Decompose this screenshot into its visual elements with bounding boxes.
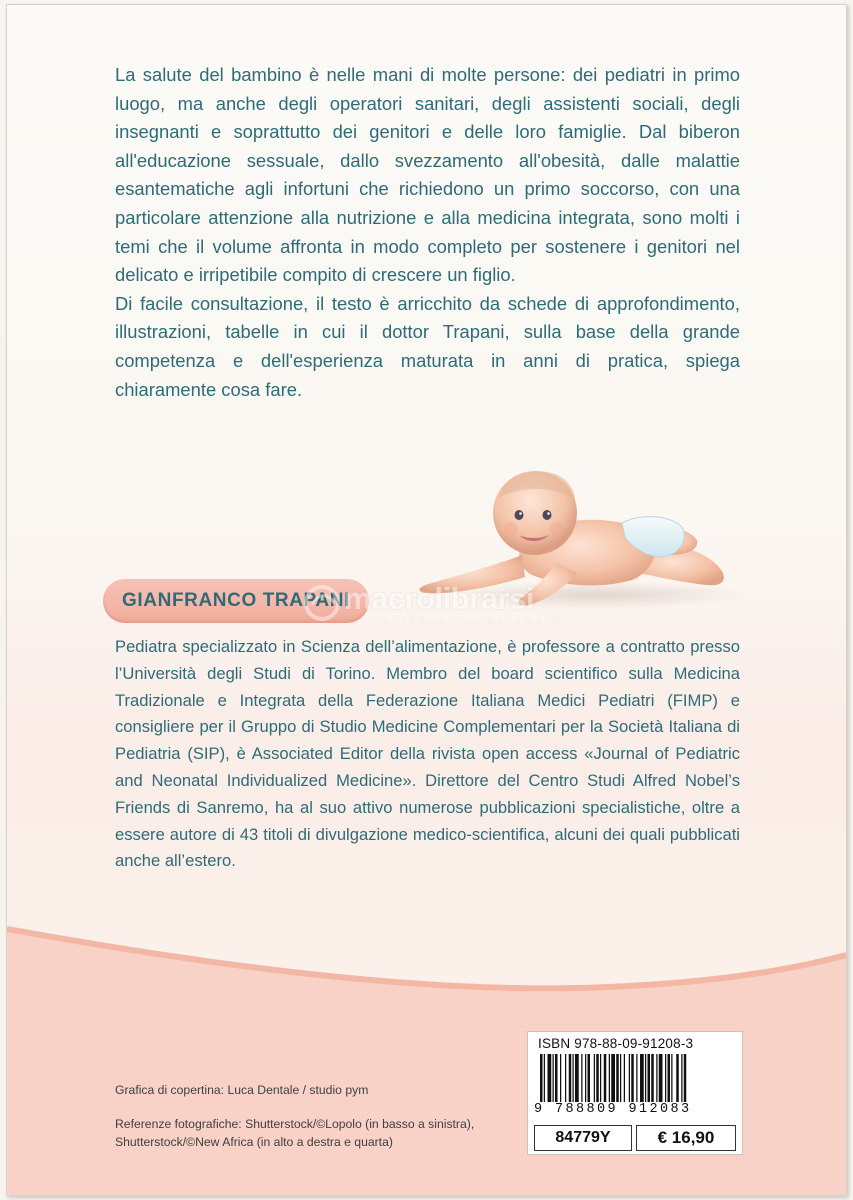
- cover-credit: Grafica di copertina: Luca Dentale / studio pym: [115, 1083, 369, 1097]
- back-cover: [6, 4, 847, 1196]
- barcode-digits: 9 788809 912083: [534, 1102, 692, 1117]
- price-tag: € 16,90: [636, 1125, 736, 1151]
- barcode-box: [527, 1031, 743, 1155]
- author-bio-text: Pediatra specializzato in Scienza dell’alimentazione, è professore a contratto presso l’Università degli Studi di Torino. Membro del board scientifico sulla Medicina Tradizionale e Integrata della Federazione Italiana Medici Pediatri (FIMP) e consigliere per il Gruppo di Studio Medicine Complementari per la Società Italiana di Pediatria (SIP), è Associated Editor della rivista open access «Journal of Pediatric and Neonatal Individualized Medicine». Direttore del Centro Studi Alfred Nobel’s Friends di Sanremo, ha al suo attivo numerose pubblicazioni specialistiche, oltre a essere autore di 43 titoli di divulgazione medico-scientifica, alcuni dei quali pubblicati anche all’estero.: [115, 637, 740, 871]
- book-blurb: [115, 61, 740, 404]
- watermark-logo-icon: [302, 583, 342, 623]
- author-name: GIANFRANCO TRAPANI: [122, 590, 350, 611]
- watermark: [300, 577, 600, 637]
- blurb-paragraph-1: La salute del bambino è nelle mani di molte persone: dei pediatri in primo luogo, ma anche degli operatori sanitari, degli assistenti sociali, degli insegnanti e soprattutto dei genitori e delle loro famiglie. Dal biberon all'educazione sessuale, dallo svezzamento all'obesità, dalle malattie esantematiche agli infortuni che richiedono un primo soccorso, con una particolare attenzione alla nutrizione e alla medicina integrata, sono molti i temi che il volume affronta in modo completo per sostenere i genitori nel delicato e irripetibile compito di crescere un figlio.: [115, 64, 740, 286]
- credits: [115, 1081, 535, 1151]
- watermark-text: macrolibrarsi: [344, 581, 534, 616]
- watermark-subtext: ALTERNATIVA NATURALE: [382, 617, 563, 628]
- isbn-label: ISBN 978-88-09-91208-3: [538, 1036, 694, 1051]
- blurb-paragraph-2: Di facile consultazione, il testo è arricchito da schede di approfondimento, illustrazioni, tabelle in cui il dottor Trapani, sulla base della grande competenza e dell'esperienza maturata in anni di pratica, spiega chiaramente cosa fare.: [115, 292, 740, 400]
- barcode-icon: [538, 1054, 732, 1102]
- photo-credit: Referenze fotografiche: Shutterstock/©Lopolo (in basso a sinistra), Shutterstock/©New Africa (in alto a destra e quarta): [115, 1117, 475, 1149]
- author-bio: [115, 634, 740, 875]
- product-code: 84779Y: [534, 1125, 632, 1151]
